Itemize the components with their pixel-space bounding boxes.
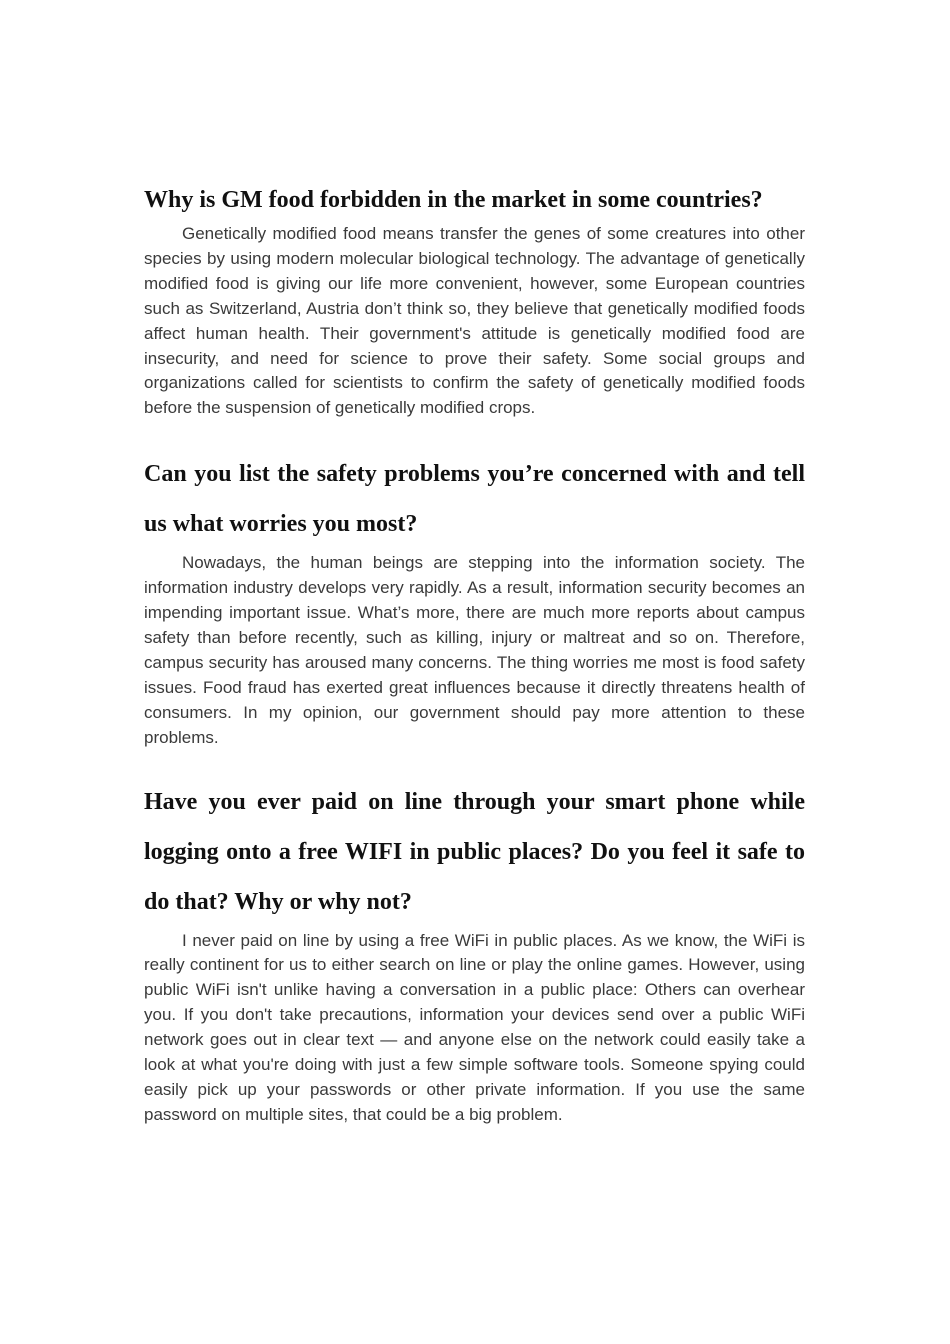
question-heading: Can you list the safety problems you’re concerned with and tell us what worries you most?: [144, 461, 805, 538]
answer-paragraph: I never paid on line by using a free WiFi in public places. As we know, the WiFi is really continent for us to either search on line or play the online games. However, using public WiFi isn't unlike having a conversation in a public place: Others can overhear you. If you don't take precautions, information your devices send over a public WiFi network goes out in clear text — and anyone else on the network could easily take a look at what you're doing with just a few simple software tools. Someone spying could easily pick up your passwords or other private information. If you use the same password on multiple sites, that could be a big problem.: [144, 930, 805, 1124]
answer-paragraph: Nowadays, the human beings are stepping into the information society. The information industry develops very rapidly. As a result, information security becomes an impending important issue. What’s more, there are much more reports about campus safety than before recently, such as killing, injury or maltreat and so on. Therefore, campus security has aroused many concerns. The thing worries me most is food safety issues. Food fraud has exerted great influences because it directly threatens health of consumers. In my opinion, our government should pay more attention to these problems.: [144, 553, 805, 747]
answer-paragraph: Genetically modified food means transfer the genes of some creatures into other species by using modern molecular biological technology. The advantage of genetically modified food is giving our life more convenient, however, some European countries such as Switzerland, Austria don’t think so, they believe that genetically modified foods affect human health. Their government's attitude is genetically modified food are insecurity, and need for science to prove their safety. Some social groups and organizations called for scientists to confirm the safety of genetically modified foods before the suspension of genetically modified crops.: [144, 224, 805, 418]
document-page: [144, 180, 805, 1128]
question-heading: Have you ever paid on line through your smart phone while logging onto a free WIFI in public places? Do you feel it safe to do that? Why or why not?: [144, 788, 805, 915]
question-heading: Why is GM food forbidden in the market in some countries?: [144, 187, 763, 213]
